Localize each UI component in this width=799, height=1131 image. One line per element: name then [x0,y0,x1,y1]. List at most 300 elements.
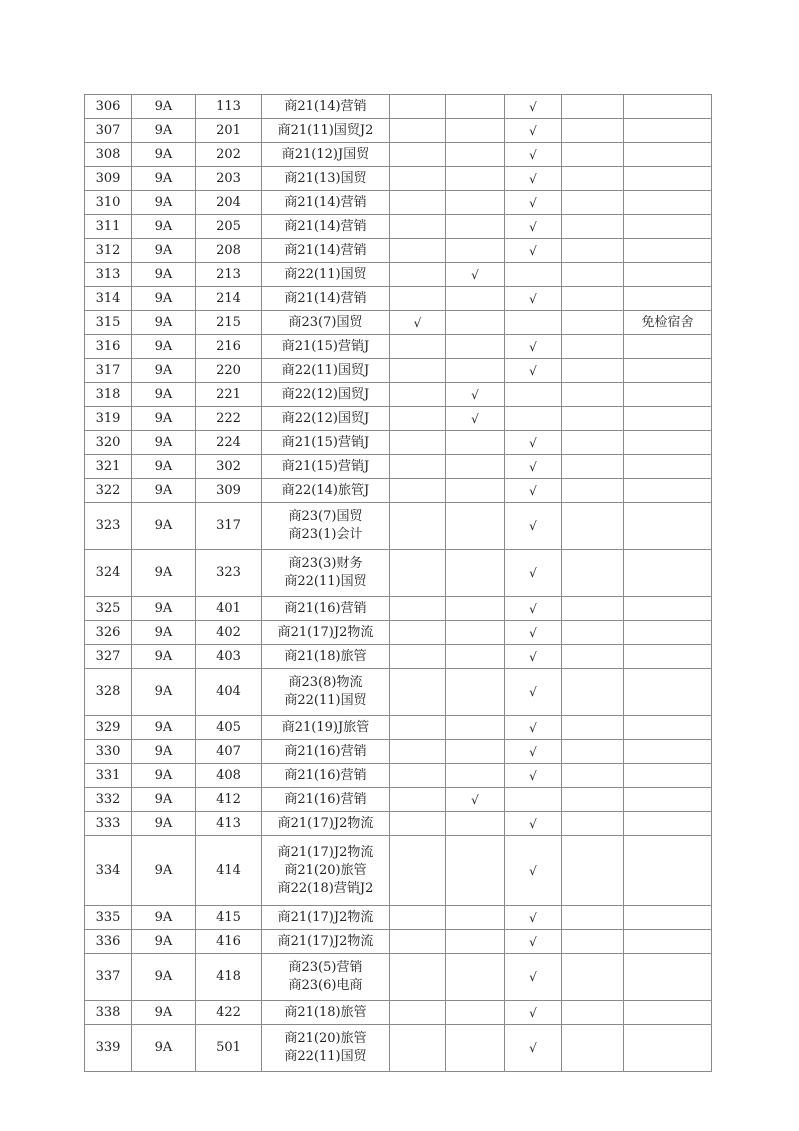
check-column-4-cell [562,215,624,239]
note-cell [624,740,712,764]
check-column-4-cell [562,287,624,311]
check-column-2-cell [446,621,505,645]
check-column-3-cell: √ [505,239,562,263]
check-column-3-cell: √ [505,740,562,764]
note-cell [624,119,712,143]
row-number-cell: 337 [85,954,132,1001]
check-column-3-cell: √ [505,479,562,503]
check-column-1-cell [390,740,446,764]
check-column-1-cell [390,215,446,239]
class-names-cell: 商21(16)营销 [262,788,390,812]
table-row [85,597,712,621]
note-cell [624,1025,712,1072]
table-row [85,191,712,215]
class-names-cell: 商21(14)营销 [262,95,390,119]
building-cell: 9A [132,455,196,479]
class-names-cell: 商21(16)营销 [262,764,390,788]
check-column-3-cell: √ [505,119,562,143]
building-cell: 9A [132,836,196,906]
room-number-cell: 418 [196,954,262,1001]
note-cell [624,407,712,431]
check-column-2-cell [446,239,505,263]
room-number-cell: 216 [196,335,262,359]
row-number-cell: 319 [85,407,132,431]
check-column-1-cell [390,335,446,359]
check-column-4-cell [562,359,624,383]
check-column-1-cell [390,191,446,215]
table-row [85,335,712,359]
room-number-cell: 113 [196,95,262,119]
check-column-4-cell [562,740,624,764]
check-column-2-cell [446,550,505,597]
building-cell: 9A [132,479,196,503]
check-column-1-cell [390,455,446,479]
table-row [85,143,712,167]
check-column-1-cell [390,431,446,455]
room-number-cell: 302 [196,455,262,479]
check-column-3-cell: √ [505,716,562,740]
row-number-cell: 317 [85,359,132,383]
check-column-2-cell [446,906,505,930]
class-names-cell: 商22(12)国贸J [262,407,390,431]
check-column-3-cell: √ [505,287,562,311]
check-column-4-cell [562,764,624,788]
table-row [85,311,712,335]
check-column-3-cell: √ [505,1001,562,1025]
check-column-4-cell [562,788,624,812]
building-cell: 9A [132,95,196,119]
class-names-cell: 商21(15)营销J [262,335,390,359]
class-names-cell: 商21(14)营销 [262,287,390,311]
room-number-cell: 309 [196,479,262,503]
building-cell: 9A [132,167,196,191]
check-column-2-cell: √ [446,263,505,287]
row-number-cell: 322 [85,479,132,503]
check-column-3-cell: √ [505,550,562,597]
class-names-cell: 商21(15)营销J [262,455,390,479]
note-cell [624,836,712,906]
building-cell: 9A [132,407,196,431]
check-column-4-cell [562,669,624,716]
table-row [85,836,712,906]
check-column-2-cell [446,215,505,239]
check-column-2-cell [446,167,505,191]
row-number-cell: 324 [85,550,132,597]
check-column-2-cell: √ [446,788,505,812]
check-column-3-cell: √ [505,764,562,788]
note-cell [624,812,712,836]
class-names-cell: 商22(11)国贸 [262,263,390,287]
table-row [85,716,712,740]
table-row [85,954,712,1001]
check-column-3-cell: √ [505,836,562,906]
check-column-4-cell [562,431,624,455]
building-cell: 9A [132,287,196,311]
check-column-2-cell: √ [446,383,505,407]
check-column-2-cell [446,597,505,621]
check-column-4-cell [562,119,624,143]
building-cell: 9A [132,621,196,645]
room-number-cell: 415 [196,906,262,930]
check-column-2-cell [446,954,505,1001]
check-column-4-cell [562,1025,624,1072]
note-cell [624,764,712,788]
row-number-cell: 320 [85,431,132,455]
check-column-2-cell [446,119,505,143]
room-number-cell: 401 [196,597,262,621]
room-number-cell: 413 [196,812,262,836]
check-column-4-cell [562,311,624,335]
check-column-1-cell [390,383,446,407]
table-row [85,1001,712,1025]
table-row [85,645,712,669]
note-cell [624,335,712,359]
class-names-cell: 商21(18)旅管 [262,1001,390,1025]
table-row [85,359,712,383]
check-column-4-cell [562,645,624,669]
check-column-2-cell [446,1001,505,1025]
table-row [85,788,712,812]
check-column-3-cell: √ [505,143,562,167]
row-number-cell: 314 [85,287,132,311]
row-number-cell: 327 [85,645,132,669]
table-row [85,167,712,191]
check-column-2-cell: √ [446,407,505,431]
check-column-4-cell [562,812,624,836]
dormitory-inspection-table [84,94,712,1072]
room-number-cell: 408 [196,764,262,788]
row-number-cell: 333 [85,812,132,836]
building-cell: 9A [132,263,196,287]
room-number-cell: 222 [196,407,262,431]
check-column-1-cell [390,263,446,287]
note-cell [624,597,712,621]
note-cell [624,716,712,740]
class-names-cell: 商23(7)国贸 [262,311,390,335]
check-column-3-cell: √ [505,431,562,455]
table-row [85,215,712,239]
row-number-cell: 307 [85,119,132,143]
check-column-2-cell [446,191,505,215]
check-column-3-cell: √ [505,335,562,359]
room-number-cell: 407 [196,740,262,764]
building-cell: 9A [132,954,196,1001]
building-cell: 9A [132,431,196,455]
check-column-1-cell [390,597,446,621]
building-cell: 9A [132,503,196,550]
table-row [85,239,712,263]
check-column-1-cell [390,906,446,930]
building-cell: 9A [132,215,196,239]
check-column-3-cell [505,311,562,335]
check-column-1-cell [390,1025,446,1072]
class-names-cell: 商23(8)物流 商22(11)国贸 [262,669,390,716]
check-column-4-cell [562,167,624,191]
check-column-1-cell [390,407,446,431]
check-column-4-cell [562,716,624,740]
note-cell [624,788,712,812]
room-number-cell: 422 [196,1001,262,1025]
class-names-cell: 商23(3)财务 商22(11)国贸 [262,550,390,597]
row-number-cell: 325 [85,597,132,621]
check-column-3-cell: √ [505,812,562,836]
check-column-1-cell [390,143,446,167]
row-number-cell: 326 [85,621,132,645]
check-column-2-cell [446,740,505,764]
table-row [85,119,712,143]
class-names-cell: 商21(16)营销 [262,597,390,621]
check-column-4-cell [562,335,624,359]
class-names-cell: 商21(19)J旅管 [262,716,390,740]
check-column-1-cell [390,764,446,788]
room-number-cell: 405 [196,716,262,740]
row-number-cell: 335 [85,906,132,930]
row-number-cell: 310 [85,191,132,215]
table-row [85,621,712,645]
check-column-3-cell: √ [505,95,562,119]
check-column-2-cell [446,764,505,788]
building-cell: 9A [132,359,196,383]
table-row [85,479,712,503]
class-names-cell: 商21(14)营销 [262,191,390,215]
check-column-2-cell [446,311,505,335]
check-column-4-cell [562,930,624,954]
check-column-2-cell [446,479,505,503]
note-cell [624,455,712,479]
note-cell [624,215,712,239]
note-cell [624,1001,712,1025]
building-cell: 9A [132,1025,196,1072]
check-column-1-cell [390,167,446,191]
room-number-cell: 317 [196,503,262,550]
table-row [85,669,712,716]
room-number-cell: 412 [196,788,262,812]
row-number-cell: 339 [85,1025,132,1072]
class-names-cell: 商21(12)J国贸 [262,143,390,167]
class-names-cell: 商22(14)旅管J [262,479,390,503]
check-column-2-cell [446,143,505,167]
row-number-cell: 329 [85,716,132,740]
check-column-3-cell: √ [505,597,562,621]
check-column-3-cell [505,407,562,431]
table-row [85,812,712,836]
check-column-3-cell: √ [505,167,562,191]
note-cell [624,287,712,311]
row-number-cell: 308 [85,143,132,167]
building-cell: 9A [132,930,196,954]
table-row [85,431,712,455]
room-number-cell: 323 [196,550,262,597]
room-number-cell: 414 [196,836,262,906]
check-column-1-cell [390,550,446,597]
class-names-cell: 商21(15)营销J [262,431,390,455]
note-cell [624,191,712,215]
check-column-3-cell: √ [505,669,562,716]
table-body [85,95,712,1072]
check-column-3-cell: √ [505,954,562,1001]
check-column-1-cell [390,716,446,740]
row-number-cell: 316 [85,335,132,359]
building-cell: 9A [132,740,196,764]
check-column-3-cell: √ [505,455,562,479]
building-cell: 9A [132,645,196,669]
row-number-cell: 328 [85,669,132,716]
row-number-cell: 306 [85,95,132,119]
room-number-cell: 221 [196,383,262,407]
class-names-cell: 商21(14)营销 [262,239,390,263]
check-column-3-cell: √ [505,215,562,239]
building-cell: 9A [132,143,196,167]
table-row [85,503,712,550]
table-row [85,740,712,764]
row-number-cell: 331 [85,764,132,788]
building-cell: 9A [132,1001,196,1025]
class-names-cell: 商23(5)营销 商23(6)电商 [262,954,390,1001]
check-column-4-cell [562,479,624,503]
table-row [85,906,712,930]
check-column-4-cell [562,550,624,597]
class-names-cell: 商21(18)旅管 [262,645,390,669]
room-number-cell: 202 [196,143,262,167]
check-column-3-cell [505,383,562,407]
room-number-cell: 205 [196,215,262,239]
check-column-1-cell [390,503,446,550]
check-column-3-cell: √ [505,906,562,930]
note-cell [624,954,712,1001]
check-column-4-cell [562,503,624,550]
check-column-1-cell [390,954,446,1001]
room-number-cell: 215 [196,311,262,335]
check-column-1-cell [390,836,446,906]
check-column-2-cell [446,930,505,954]
check-column-3-cell: √ [505,503,562,550]
check-column-1-cell [390,95,446,119]
class-names-cell: 商21(16)营销 [262,740,390,764]
building-cell: 9A [132,716,196,740]
note-cell [624,431,712,455]
check-column-4-cell [562,191,624,215]
class-names-cell: 商21(13)国贸 [262,167,390,191]
check-column-2-cell [446,836,505,906]
check-column-2-cell [446,812,505,836]
check-column-2-cell [446,359,505,383]
class-names-cell: 商21(20)旅管 商22(11)国贸 [262,1025,390,1072]
row-number-cell: 311 [85,215,132,239]
check-column-4-cell [562,239,624,263]
check-column-1-cell: √ [390,311,446,335]
check-column-4-cell [562,263,624,287]
table-row [85,383,712,407]
class-names-cell: 商21(17)J2物流 [262,621,390,645]
check-column-3-cell: √ [505,621,562,645]
row-number-cell: 309 [85,167,132,191]
note-cell [624,479,712,503]
class-names-cell: 商21(17)J2物流 [262,906,390,930]
check-column-3-cell [505,788,562,812]
class-names-cell: 商21(17)J2物流 [262,930,390,954]
room-number-cell: 201 [196,119,262,143]
check-column-3-cell: √ [505,359,562,383]
row-number-cell: 313 [85,263,132,287]
check-column-4-cell [562,906,624,930]
note-cell [624,503,712,550]
table-row [85,455,712,479]
row-number-cell: 338 [85,1001,132,1025]
check-column-2-cell [446,287,505,311]
class-names-cell: 商22(11)国贸J [262,359,390,383]
check-column-1-cell [390,812,446,836]
note-cell [624,263,712,287]
check-column-4-cell [562,836,624,906]
row-number-cell: 336 [85,930,132,954]
check-column-2-cell [446,95,505,119]
table-row [85,1025,712,1072]
table-row [85,407,712,431]
note-cell [624,95,712,119]
check-column-4-cell [562,597,624,621]
row-number-cell: 318 [85,383,132,407]
note-cell [624,167,712,191]
class-names-cell: 商21(14)营销 [262,215,390,239]
check-column-3-cell: √ [505,191,562,215]
check-column-1-cell [390,239,446,263]
table-row [85,764,712,788]
row-number-cell: 330 [85,740,132,764]
class-names-cell: 商21(17)J2物流 [262,812,390,836]
check-column-1-cell [390,1001,446,1025]
room-number-cell: 203 [196,167,262,191]
check-column-3-cell: √ [505,1025,562,1072]
row-number-cell: 315 [85,311,132,335]
row-number-cell: 332 [85,788,132,812]
note-cell [624,669,712,716]
check-column-2-cell [446,645,505,669]
check-column-3-cell: √ [505,930,562,954]
building-cell: 9A [132,788,196,812]
check-column-1-cell [390,359,446,383]
check-column-2-cell [446,716,505,740]
check-column-3-cell [505,263,562,287]
note-cell [624,621,712,645]
check-column-4-cell [562,455,624,479]
check-column-1-cell [390,645,446,669]
building-cell: 9A [132,239,196,263]
room-number-cell: 220 [196,359,262,383]
room-number-cell: 208 [196,239,262,263]
building-cell: 9A [132,119,196,143]
note-cell [624,383,712,407]
building-cell: 9A [132,311,196,335]
check-column-4-cell [562,143,624,167]
check-column-1-cell [390,930,446,954]
row-number-cell: 323 [85,503,132,550]
building-cell: 9A [132,597,196,621]
note-cell [624,239,712,263]
note-cell [624,645,712,669]
class-names-cell: 商22(12)国贸J [262,383,390,407]
row-number-cell: 321 [85,455,132,479]
room-number-cell: 404 [196,669,262,716]
check-column-1-cell [390,788,446,812]
check-column-2-cell [446,431,505,455]
check-column-1-cell [390,669,446,716]
note-cell [624,359,712,383]
class-names-cell: 商21(17)J2物流 商21(20)旅管 商22(18)营销J2 [262,836,390,906]
building-cell: 9A [132,906,196,930]
building-cell: 9A [132,383,196,407]
class-names-cell: 商21(11)国贸J2 [262,119,390,143]
building-cell: 9A [132,550,196,597]
